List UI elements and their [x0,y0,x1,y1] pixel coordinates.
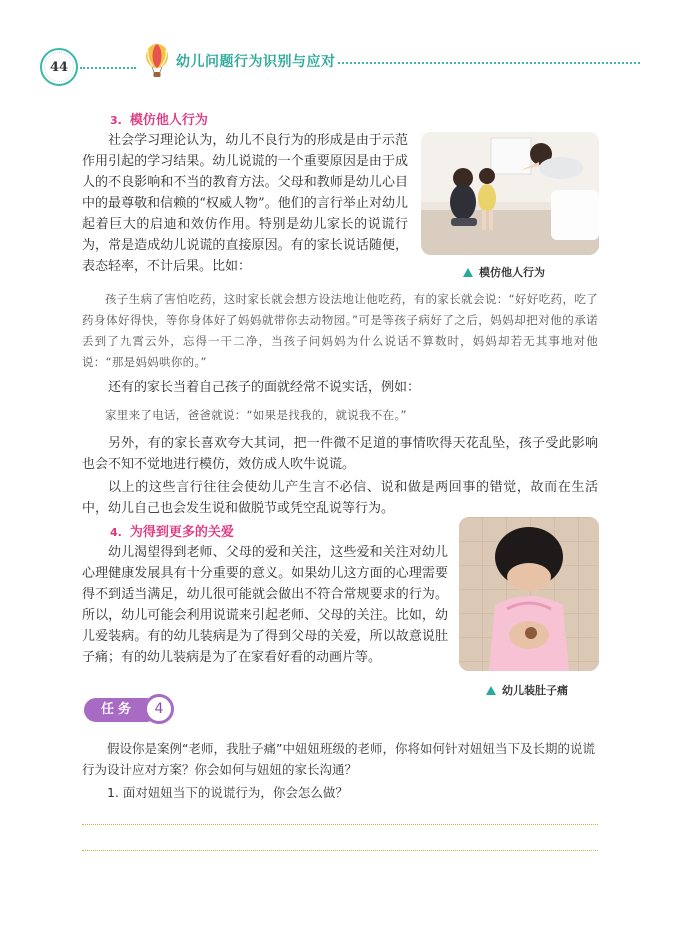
paragraph: 还有的家长当着自己孩子的面就经常不说实话，例如： [108,380,421,395]
photo-caption [486,682,568,698]
answer-line[interactable] [82,824,598,825]
section-heading-4 [110,521,234,540]
answer-line[interactable] [82,850,598,851]
task-label: 任务 [84,698,158,722]
section-title: 为得到更多的关爱 [129,525,234,540]
page-number-text: 44 [49,59,69,75]
task-number: 4 [144,694,174,724]
section-heading-3 [110,109,208,128]
child-photo-illustration [459,517,599,671]
photo-imitation [421,132,599,255]
header-divider-left [80,67,136,69]
example-quote: 孩子生病了害怕吃药，这时家长就会想方设法地让他吃药，有的家长就会说：“好好吃药，吃了药身体好得快，等你身体好了妈妈就带你去动物园。”可是等孩子病好了之后，妈妈却把对他的承诺丢到了九霄云外，忘得一干二净，当孩子问妈妈为什么说话不算数时，妈妈却若无其事地对他说：“那是妈妈哄你的。” [82,292,598,369]
book-title: 幼儿问题行为识别与应对 [176,54,336,70]
triangle-icon [486,686,496,695]
paragraph: 另外，有的家长喜欢夸大其词，把一件微不足道的事情吹得天花乱坠，孩子受此影响也会不知不觉地进行模仿，效仿成人吹牛说谎。 [82,436,598,472]
caption-text: 幼儿装肚子痛 [502,684,568,697]
section-number: 3. [110,114,122,127]
caption-text: 模仿他人行为 [479,266,545,279]
triangle-icon [463,268,473,277]
family-photo-illustration [421,132,599,255]
hot-air-balloon-icon [143,44,171,78]
section-number: 4. [110,526,122,539]
header-divider-right [338,62,640,64]
paragraph: 幼儿渴望得到老师、父母的爱和关注，这些爱和关注对幼儿心理健康发展具有十分重要的意义。如果幼儿这方面的心理需要得不到适当满足，幼儿很可能就会做出不符合常规要求的行为。所以，幼儿可能会利用说谎来引起老师、父母的关注。比如，幼儿爱装病。有的幼儿装病是为了得到父母的关爱，所以故意说肚子痛；有的幼儿装病是为了在家看好看的动画片等。 [82,545,448,665]
paragraph: 社会学习理论认为，幼儿不良行为的形成是由于示范作用引起的学习结果。幼儿说谎的一个重要原因是由于成人的不良影响和不当的教育方法。父母和教师是幼儿心目中的最尊敬和信赖的“权威人物”。他们的言行举止对幼儿起着巨大的启迪和效仿作用。特别是幼儿家长的说谎行为，常是造成幼儿说谎的直接原因。有的家长说话随便，表态轻率，不计后果。比如： [82,133,408,274]
paragraph: 以上的这些言行往往会使幼儿产生言不必信、说和做是两回事的错觉，故而在生活中，幼儿自己也会发生说和做脱节或凭空乱说等行为。 [82,480,598,516]
photo-stomachache [459,517,599,671]
task-badge [84,696,180,724]
section-title: 模仿他人行为 [129,113,208,128]
example-quote: 家里来了电话，爸爸就说：“如果是找我的，就说我不在。” [105,408,407,422]
task-question: 1. 面对妞妞当下的说谎行为，你会怎么做？ [107,785,348,800]
page-number [40,48,78,86]
task-prompt: 假设你是案例“老师，我肚子痛”中妞妞班级的老师，你将如何针对妞妞当下及长期的说谎行为设计应对方案？你会如何与妞妞的家长沟通？ [82,741,595,777]
photo-caption [463,264,545,280]
